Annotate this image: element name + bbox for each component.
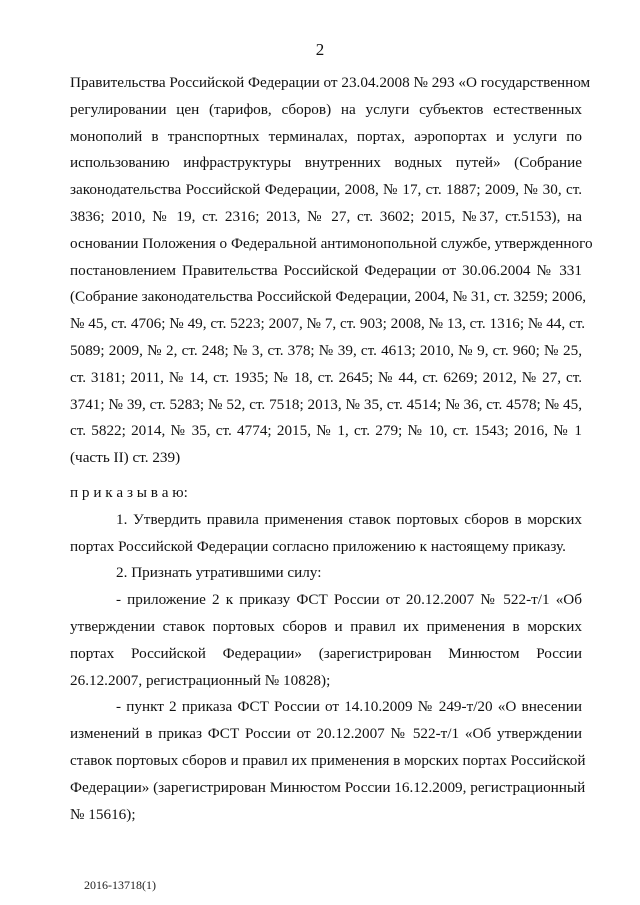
item-2-subitem-1 — [70, 587, 582, 694]
text-line: 1. Утвердить правила применения ставок портовых сборов в морских — [116, 510, 582, 528]
document-body — [70, 70, 593, 828]
text-line: ст. 3181; 2011, № 14, ст. 1935; № 18, ст. 2645; № 44, ст. 6269; 2012, № 27, ст. — [70, 368, 582, 386]
text-line: монополий в транспортных терминалах, портах, аэропортах и услуги по — [70, 127, 582, 145]
item-2-subitem-2 — [70, 694, 586, 828]
text-line: 26.12.2007, регистрационный № 10828); — [70, 671, 331, 689]
text-line: 3836; 2010, № 19, ст. 2316; 2013, № 27, ст. 3602; 2015, №37, ст.5153), на — [70, 207, 582, 225]
item-2-title: 2. Признать утратившими силу: — [116, 564, 322, 582]
text-line: постановлением Правительства Российской Федерации от 30.06.2004 № 331 — [70, 261, 582, 279]
text-line: - пункт 2 приказа ФСТ России от 14.10.2009 № 249-т/20 «О внесении — [116, 698, 582, 716]
text-line: ст. 5822; 2014, № 35, ст. 4774; 2015, № 1, ст. 279; № 10, ст. 1543; 2016, № 1 — [70, 422, 582, 440]
item-1-paragraph — [70, 507, 582, 561]
text-line: изменений в приказ ФСТ России от 20.12.2007 № 522-т/1 «Об утверждении — [70, 725, 582, 743]
text-line: (Собрание законодательства Российской Федерации, 2004, № 31, ст. 3259; 2006, — [70, 288, 587, 306]
text-line: (часть II) ст. 239) — [70, 449, 181, 467]
text-line: регулировании цен (тарифов, сборов) на услуги субъектов естественных — [70, 100, 582, 118]
text-line: портах Российской Федерации» (зарегистрирован Минюстом России — [70, 644, 582, 662]
text-line: - приложение 2 к приказу ФСТ России от 20.12.2007 № 522-т/1 «Об — [116, 591, 582, 609]
text-line: Федерации» (зарегистрирован Минюстом России 16.12.2009, регистрационный — [70, 778, 586, 796]
text-line: портах Российской Федерации согласно приложению к настоящему приказу. — [70, 537, 566, 555]
text-line: № 45, ст. 4706; № 49, ст. 5223; 2007, № 7, ст. 903; 2008, № 13, ст. 1316; № 44, ст. — [70, 315, 586, 333]
text-line: законодательства Российской Федерации, 2008, № 17, ст. 1887; 2009, № 30, ст. — [70, 181, 582, 199]
text-line: Правительства Российской Федерации от 23.04.2008 № 293 «О государственном — [70, 74, 591, 91]
page-number: 2 — [315, 40, 325, 59]
text-line: основании Положения о Федеральной антимонопольной службе, утвержденного — [70, 234, 593, 252]
order-word: п р и к а з ы в а ю: — [70, 483, 188, 501]
text-line: использованию инфраструктуры внутренних водных путей» (Собрание — [70, 154, 582, 172]
preamble-paragraph — [70, 70, 593, 472]
document-code-footer: 2016-13718(1) — [84, 878, 156, 892]
text-line: 3741; № 39, ст. 5283; № 52, ст. 7518; 2013, № 35, ст. 4514; № 36, ст. 4578; № 45, — [70, 395, 582, 413]
text-line: 5089; 2009, № 2, ст. 248; № 3, ст. 378; № 39, ст. 4613; 2010, № 9, ст. 960; № 25, — [70, 341, 582, 359]
text-line: ставок портовых сборов и правил их применения в морских портах Российской — [70, 751, 586, 769]
text-line: утверждении ставок портовых сборов и правил их применения в морских — [70, 617, 582, 635]
text-line: № 15616); — [70, 805, 136, 823]
